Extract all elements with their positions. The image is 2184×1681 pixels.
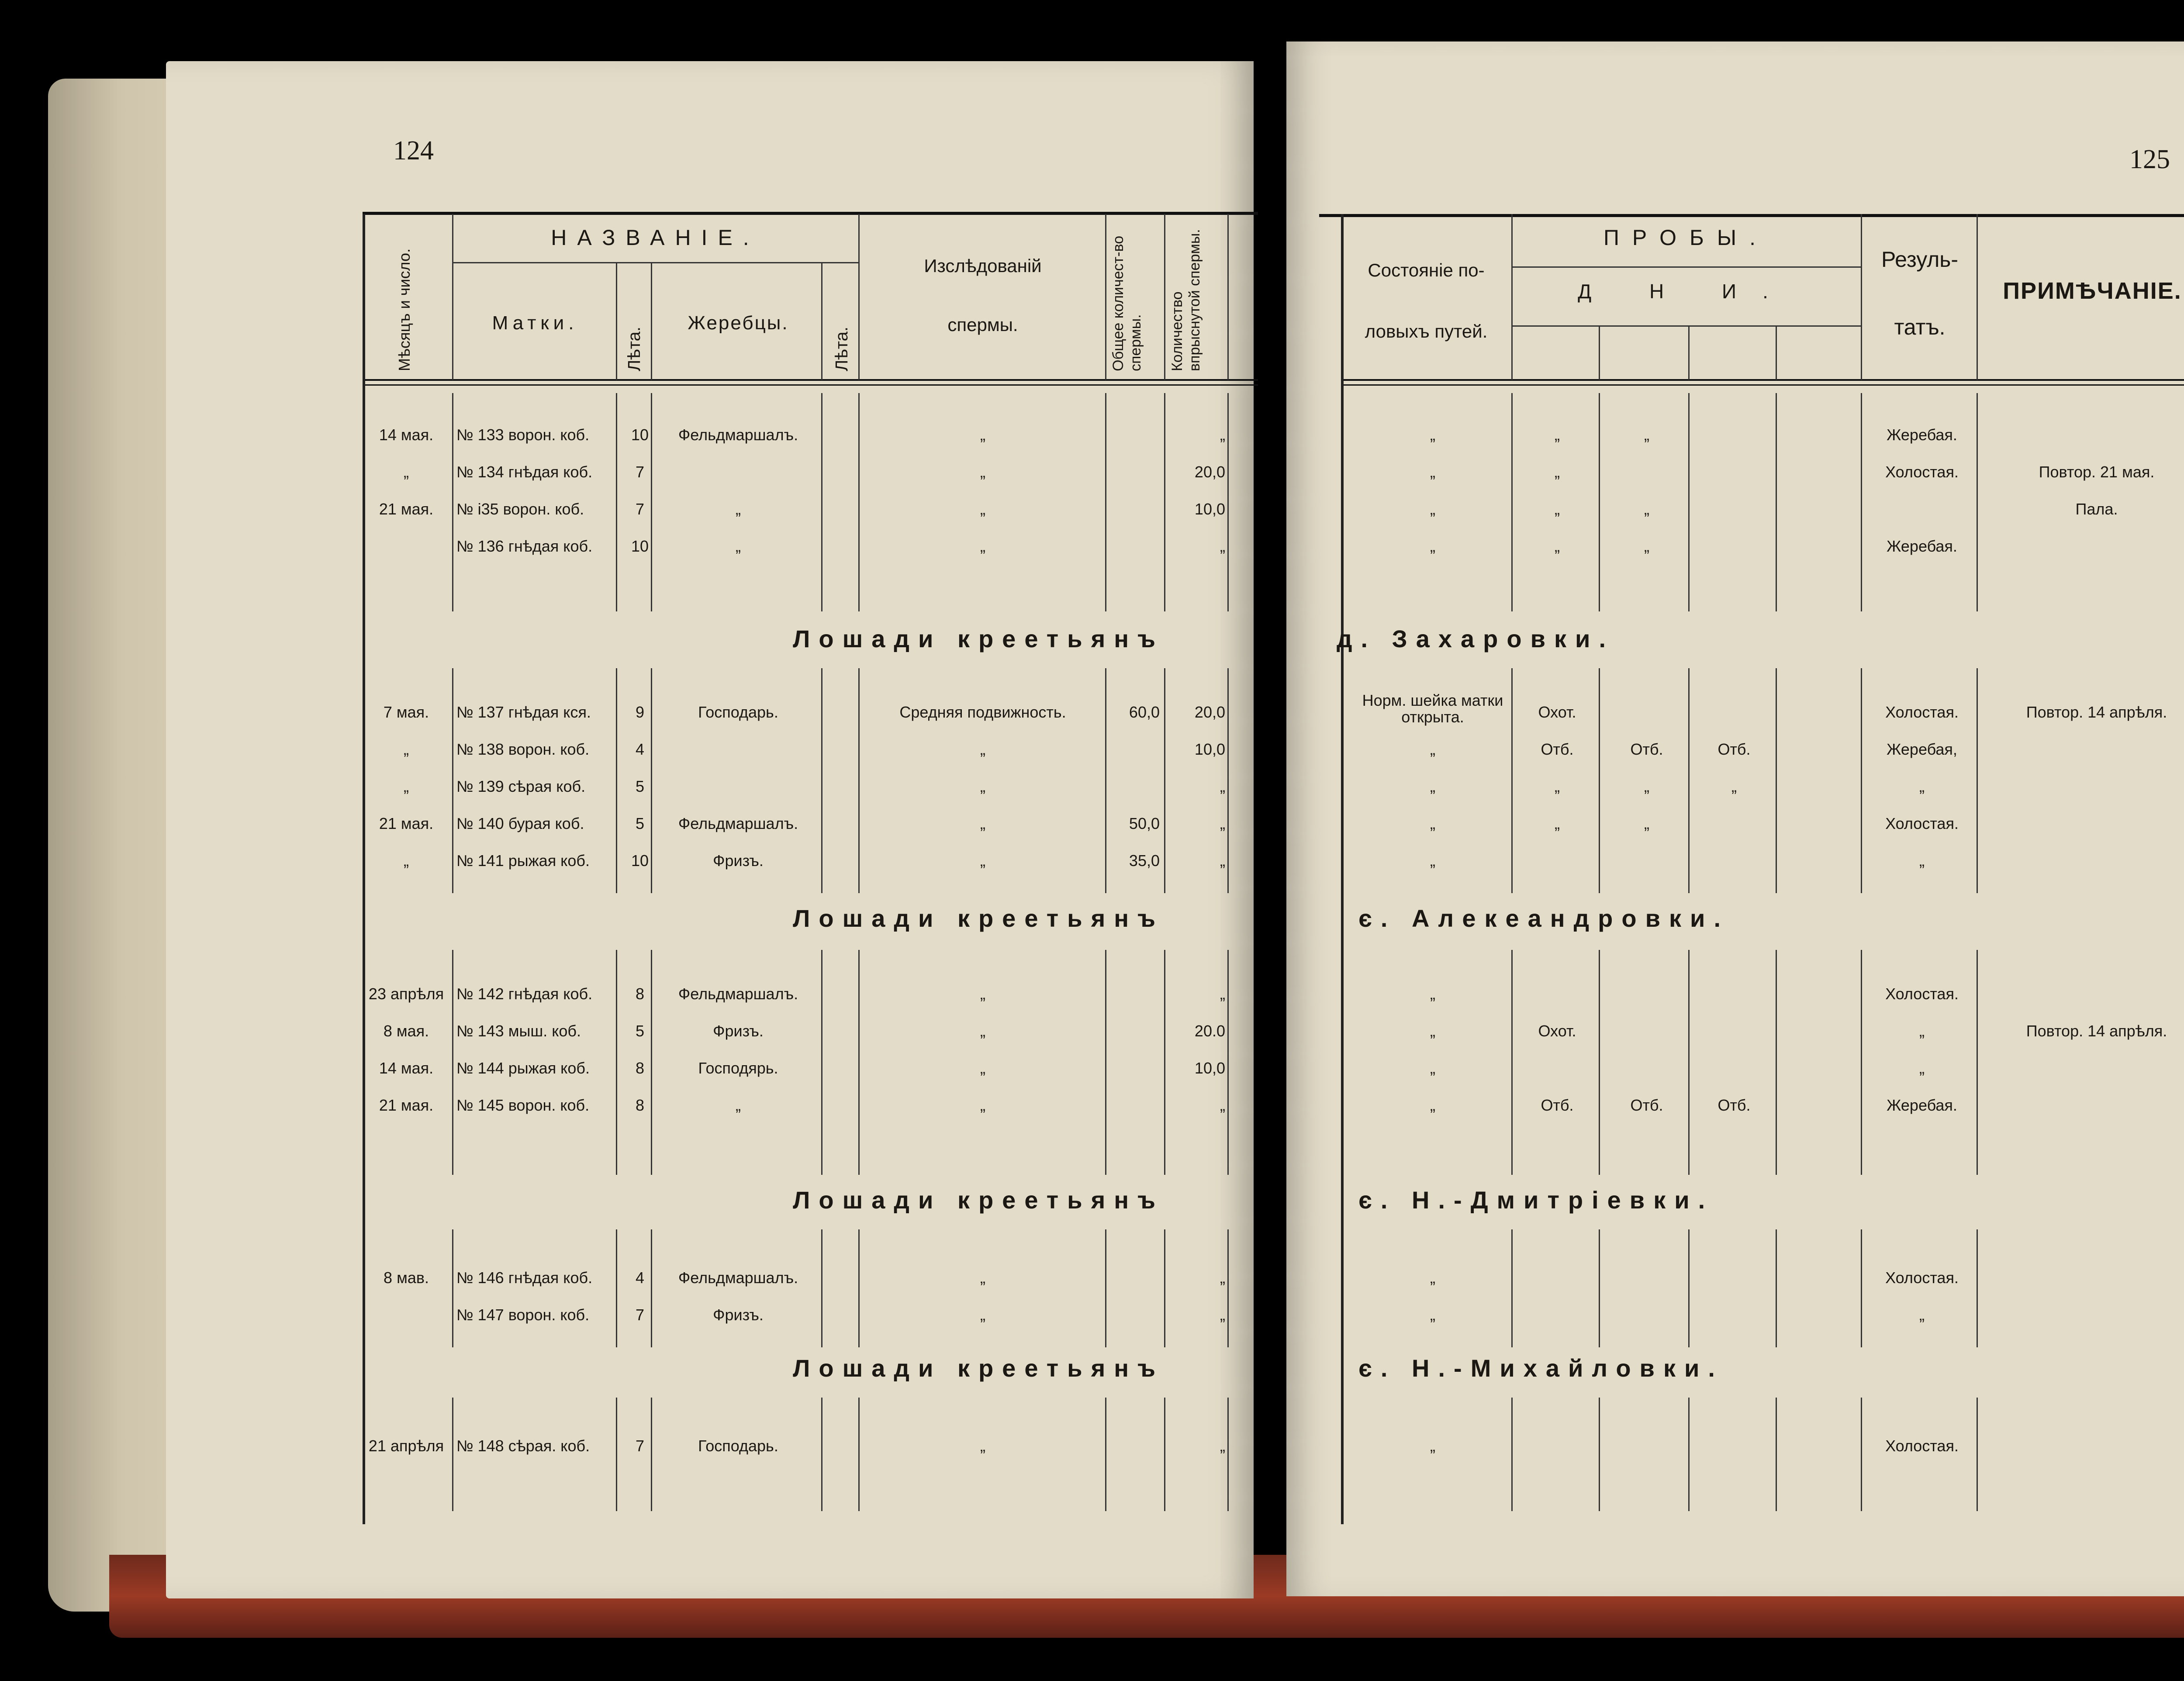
column-line xyxy=(1861,1229,1862,1347)
cell-p2: „ xyxy=(1644,500,1649,518)
cell-state: „ xyxy=(1430,426,1435,444)
cell-mare: № 141 рыжая коб. xyxy=(456,852,590,870)
section-right-4: є. Н.-Михайловки. xyxy=(1358,1354,1724,1382)
cell-p1: „ xyxy=(1555,815,1560,832)
section-left-4: Лошади креетьянъ xyxy=(793,1354,1164,1382)
column-line xyxy=(858,950,860,1175)
column-line xyxy=(616,950,617,1175)
cell-injected: „ xyxy=(1220,426,1225,444)
section-right-2: є. Алекеандровки. xyxy=(1358,904,1730,932)
cell-state: „ xyxy=(1430,1022,1435,1040)
section-left-3: Лошади креетьянъ xyxy=(793,1186,1164,1214)
cell-result: Холостая. xyxy=(1885,463,1959,481)
cell-stallion: „ xyxy=(736,537,741,555)
column-line xyxy=(1599,668,1600,893)
cell-stallion: Фельдмаршалъ. xyxy=(678,815,798,832)
cell-date: 8 мав. xyxy=(384,1269,429,1287)
cell-injected: 10,0 xyxy=(1194,1059,1225,1077)
cell-result: Жеребая. xyxy=(1887,537,1957,555)
header-injected-sperm: Количество впрыснутой спермы. xyxy=(1169,229,1203,371)
header-total-sperm: Общее количест-во спермы. xyxy=(1110,235,1144,371)
cell-state: „ xyxy=(1430,1096,1435,1114)
cell-age: 7 xyxy=(635,1437,645,1455)
cell-state: „ xyxy=(1430,815,1435,832)
cell-age: 5 xyxy=(635,1022,645,1040)
cell-age: 8 xyxy=(635,985,645,1003)
cell-state: „ xyxy=(1430,777,1435,795)
cell-state: „ xyxy=(1430,537,1435,555)
cell-state: „ xyxy=(1430,740,1435,758)
column-line xyxy=(821,668,822,893)
column-line xyxy=(858,1229,860,1347)
cell-age: 8 xyxy=(635,1059,645,1077)
column-line xyxy=(1688,950,1690,1175)
cell-mare: № 138 ворон. коб. xyxy=(456,740,590,758)
cell-age: 7 xyxy=(635,1306,645,1324)
column-line xyxy=(1688,393,1690,611)
cell-stallion: Фризъ. xyxy=(713,1022,764,1040)
cell-date: 14 мая. xyxy=(379,1059,434,1077)
column-line xyxy=(821,393,822,611)
column-line xyxy=(1861,950,1862,1175)
cell-date: „ xyxy=(404,852,409,870)
cell-result: Холостая. xyxy=(1885,703,1959,721)
column-line xyxy=(1164,1398,1165,1511)
cell-injected: „ xyxy=(1220,537,1225,555)
column-line xyxy=(452,393,453,611)
column-line xyxy=(1105,1229,1106,1347)
column-line xyxy=(651,668,652,893)
cell-injected: 20,0 xyxy=(1194,703,1225,721)
cell-study: „ xyxy=(980,1096,985,1114)
cell-result: „ xyxy=(1919,777,1925,795)
header-result-1: Резуль- xyxy=(1881,247,1959,272)
cell-result: Жеребая, xyxy=(1887,740,1957,758)
column-line xyxy=(1861,668,1862,893)
page-number-left: 124 xyxy=(393,136,434,166)
cell-p2: „ xyxy=(1644,537,1649,555)
column-line xyxy=(1511,950,1513,1175)
cell-date: 21 мая. xyxy=(379,815,434,832)
column-line xyxy=(616,1229,617,1347)
header-name: НАЗВАНІЕ. xyxy=(551,225,760,250)
cell-result: „ xyxy=(1919,852,1925,870)
cell-note: Пала. xyxy=(2075,500,2118,518)
cell-injected: „ xyxy=(1220,815,1225,832)
cell-date: 21 мая. xyxy=(379,500,434,518)
cell-mare: № 140 бурая коб. xyxy=(456,815,584,832)
cell-injected: 20.0 xyxy=(1194,1022,1225,1040)
column-line xyxy=(1511,393,1513,611)
cell-age: 9 xyxy=(635,703,645,721)
column-line xyxy=(452,668,453,893)
section-right-1: д. Захаровки. xyxy=(1337,625,1615,652)
column-line xyxy=(1861,393,1862,611)
cell-p1: „ xyxy=(1555,500,1560,518)
cell-age: 5 xyxy=(635,815,645,832)
cell-result: „ xyxy=(1919,1022,1925,1040)
cell-injected: „ xyxy=(1220,985,1225,1003)
cell-result: Холостая. xyxy=(1885,815,1959,832)
column-line xyxy=(1511,1229,1513,1347)
column-line xyxy=(616,393,617,611)
cell-study: „ xyxy=(980,1059,985,1077)
cell-study: „ xyxy=(980,1022,985,1040)
cell-result: Жеребая. xyxy=(1887,1096,1957,1114)
column-line xyxy=(452,950,453,1175)
cell-p2: Отб. xyxy=(1630,1096,1663,1114)
column-line xyxy=(1977,1398,1978,1511)
cell-mare: № 137 гнѣдая кся. xyxy=(456,703,591,721)
column-line xyxy=(651,1398,652,1511)
column-line xyxy=(651,393,652,611)
column-line xyxy=(651,950,652,1175)
column-line xyxy=(1861,1398,1862,1511)
cell-p3: Отб. xyxy=(1717,740,1751,758)
column-line xyxy=(1977,668,1978,893)
section-left-1: Лошади креетьянъ xyxy=(793,625,1164,652)
cell-age: 7 xyxy=(635,463,645,481)
cell-p1: Охот. xyxy=(1538,703,1576,721)
cell-state: Норм. шейка матки открыта. xyxy=(1362,691,1503,726)
column-line xyxy=(821,1229,822,1347)
cell-mare: № 148 сѣрая. коб. xyxy=(456,1437,590,1455)
column-line xyxy=(616,1398,617,1511)
column-line xyxy=(1776,393,1777,611)
cell-study: „ xyxy=(980,740,985,758)
cell-mare: № 144 рыжая коб. xyxy=(456,1059,590,1077)
cell-total: 35,0 xyxy=(1129,852,1160,870)
cell-state: „ xyxy=(1430,1306,1435,1324)
cell-age: 4 xyxy=(635,1269,645,1287)
column-line xyxy=(858,393,860,611)
cell-p1: „ xyxy=(1555,463,1560,481)
cell-state: „ xyxy=(1430,463,1435,481)
cell-total: 50,0 xyxy=(1129,815,1160,832)
column-line xyxy=(1977,950,1978,1175)
column-line xyxy=(821,950,822,1175)
cell-p1: Отб. xyxy=(1541,1096,1574,1114)
cell-date: 14 мая. xyxy=(379,426,434,444)
cell-stallion: Господарь. xyxy=(698,703,778,721)
cell-mare: № 145 ворон. коб. xyxy=(456,1096,590,1114)
cell-age: 10 xyxy=(631,852,649,870)
column-line xyxy=(452,1229,453,1347)
column-line xyxy=(1776,950,1777,1175)
cell-injected: 10,0 xyxy=(1194,740,1225,758)
cell-study: „ xyxy=(980,1306,985,1324)
column-line xyxy=(1227,1229,1229,1347)
column-line xyxy=(1227,393,1229,611)
cell-state: „ xyxy=(1430,852,1435,870)
cell-stallion: Господарь. xyxy=(698,1437,778,1455)
column-line xyxy=(1164,1229,1165,1347)
cell-date: 21 мая. xyxy=(379,1096,434,1114)
header-mare-age: Лѣта. xyxy=(625,327,644,371)
cell-result: „ xyxy=(1919,1059,1925,1077)
column-line xyxy=(1105,950,1106,1175)
column-line xyxy=(1599,393,1600,611)
column-line xyxy=(1688,668,1690,893)
cell-state: „ xyxy=(1430,1437,1435,1455)
cell-p2: „ xyxy=(1644,777,1649,795)
cell-mare: № і35 ворон. коб. xyxy=(456,500,584,518)
cell-date: „ xyxy=(404,740,409,758)
column-line xyxy=(1164,668,1165,893)
cell-stallion: Фельдмаршалъ. xyxy=(678,426,798,444)
column-line xyxy=(1776,1398,1777,1511)
cell-age: 10 xyxy=(631,537,649,555)
header-state-2: ловыхъ путей. xyxy=(1365,321,1488,342)
column-line xyxy=(1105,1398,1106,1511)
cell-injected: 10,0 xyxy=(1194,500,1225,518)
cell-date: 23 апрѣля xyxy=(368,985,444,1003)
cell-result: Холостая. xyxy=(1885,1269,1959,1287)
cell-stallion: Фризъ. xyxy=(713,1306,764,1324)
column-line xyxy=(821,1398,822,1511)
header-mares: Матки. xyxy=(492,312,578,334)
section-left-2: Лошади креетьянъ xyxy=(793,904,1164,932)
header-note: ПРИМѢЧАНІЕ. xyxy=(2003,278,2182,304)
cell-study: „ xyxy=(980,537,985,555)
cell-p2: Отб. xyxy=(1630,740,1663,758)
cell-p1: Охот. xyxy=(1538,1022,1576,1040)
column-line xyxy=(1105,668,1106,893)
header-state-1: Состояніе по- xyxy=(1368,260,1485,280)
cell-mare: № 134 гнѣдая коб. xyxy=(456,463,593,481)
cell-study: „ xyxy=(980,777,985,795)
cell-mare: № 133 ворон. коб. xyxy=(456,426,590,444)
cell-date: 21 апрѣля xyxy=(368,1437,444,1455)
cell-p1: „ xyxy=(1555,777,1560,795)
section-right-3: є. Н.-Дмитріевки. xyxy=(1358,1186,1714,1214)
header-result-2: татъ. xyxy=(1894,315,1946,339)
header-days: Д Н И. xyxy=(1578,280,1794,303)
header-sperm-study-1: Изслѣдованій xyxy=(924,255,1042,276)
header-probes: ПРОБЫ. xyxy=(1603,225,1769,250)
cell-stallion: Фельдмаршалъ. xyxy=(678,1269,798,1287)
cell-study: „ xyxy=(980,463,985,481)
cell-mare: № 147 ворон. коб. xyxy=(456,1306,590,1324)
column-line xyxy=(1599,1229,1600,1347)
cell-date: 8 мая. xyxy=(383,1022,429,1040)
cell-p2: „ xyxy=(1644,426,1649,444)
cell-date: „ xyxy=(404,777,409,795)
cell-p2: „ xyxy=(1644,815,1649,832)
cell-stallion: Господярь. xyxy=(698,1059,778,1077)
column-line xyxy=(858,668,860,893)
cell-mare: № 136 гнѣдая коб. xyxy=(456,537,593,555)
cell-injected: 20,0 xyxy=(1194,463,1225,481)
cell-result: Холостая. xyxy=(1885,985,1959,1003)
cell-p3: „ xyxy=(1731,777,1737,795)
column-line xyxy=(1688,1229,1690,1347)
column-line xyxy=(616,668,617,893)
cell-injected: „ xyxy=(1220,1306,1225,1324)
column-line xyxy=(1599,1398,1600,1511)
cell-stallion: „ xyxy=(736,500,741,518)
cell-age: 7 xyxy=(635,500,645,518)
cell-study: „ xyxy=(980,500,985,518)
cell-mare: № 146 гнѣдая коб. xyxy=(456,1269,593,1287)
cell-state: „ xyxy=(1430,1269,1435,1287)
cell-age: 4 xyxy=(635,740,645,758)
cell-injected: „ xyxy=(1220,1437,1225,1455)
cell-age: 5 xyxy=(635,777,645,795)
cell-study: Средняя подвижность. xyxy=(899,703,1066,721)
cell-note: Повтор. 14 апрѣля. xyxy=(2026,1022,2167,1040)
cell-stallion: „ xyxy=(736,1096,741,1114)
header-stallions: Жеребцы. xyxy=(688,312,789,334)
header-sperm-study-2: спермы. xyxy=(947,314,1018,335)
column-line xyxy=(1776,1229,1777,1347)
cell-injected: „ xyxy=(1220,777,1225,795)
header-month-day: Мѣсяцъ и число. xyxy=(395,248,413,371)
page-number-right: 125 xyxy=(2129,145,2170,174)
cell-mare: № 143 мыш. коб. xyxy=(456,1022,581,1040)
cell-total: 60,0 xyxy=(1129,703,1160,721)
column-line xyxy=(1164,950,1165,1175)
cell-study: „ xyxy=(980,1437,985,1455)
column-line xyxy=(858,1398,860,1511)
cell-mare: № 139 сѣрая коб. xyxy=(456,777,586,795)
column-line xyxy=(1164,393,1165,611)
column-line xyxy=(1977,1229,1978,1347)
cell-result: „ xyxy=(1919,1306,1925,1324)
cell-p1: Отб. xyxy=(1541,740,1574,758)
column-line xyxy=(1599,950,1600,1175)
cell-study: „ xyxy=(980,426,985,444)
cell-date: 7 мая. xyxy=(383,703,429,721)
cell-injected: „ xyxy=(1220,1269,1225,1287)
cell-result: Жеребая. xyxy=(1887,426,1957,444)
column-line xyxy=(1776,668,1777,893)
cell-study: „ xyxy=(980,852,985,870)
column-line xyxy=(1227,1398,1229,1511)
cell-state: „ xyxy=(1430,985,1435,1003)
column-line xyxy=(1227,668,1229,893)
cell-date: „ xyxy=(404,463,409,481)
column-line xyxy=(1105,393,1106,611)
cell-age: 10 xyxy=(631,426,649,444)
cell-state: „ xyxy=(1430,500,1435,518)
cell-p3: Отб. xyxy=(1717,1096,1751,1114)
cell-result: Холостая. xyxy=(1885,1437,1959,1455)
column-line xyxy=(651,1229,652,1347)
cell-p1: „ xyxy=(1555,426,1560,444)
cell-mare: № 142 гнѣдая коб. xyxy=(456,985,593,1003)
cell-study: „ xyxy=(980,1269,985,1287)
cell-injected: „ xyxy=(1220,852,1225,870)
cell-age: 8 xyxy=(635,1096,645,1114)
cell-stallion: Фельдмаршалъ. xyxy=(678,985,798,1003)
cell-study: „ xyxy=(980,985,985,1003)
column-line xyxy=(1977,393,1978,611)
cell-p1: „ xyxy=(1555,537,1560,555)
cell-note: Повтор. 14 апрѣля. xyxy=(2026,703,2167,721)
column-line xyxy=(1227,950,1229,1175)
cell-stallion: Фризъ. xyxy=(713,852,764,870)
cell-note: Повтор. 21 мая. xyxy=(2039,463,2155,481)
cell-state: „ xyxy=(1430,1059,1435,1077)
column-line xyxy=(1688,1398,1690,1511)
cell-injected: „ xyxy=(1220,1096,1225,1114)
column-line xyxy=(1511,1398,1513,1511)
column-line xyxy=(452,1398,453,1511)
header-stallion-age: Лѣта. xyxy=(832,327,851,371)
cell-study: „ xyxy=(980,815,985,832)
